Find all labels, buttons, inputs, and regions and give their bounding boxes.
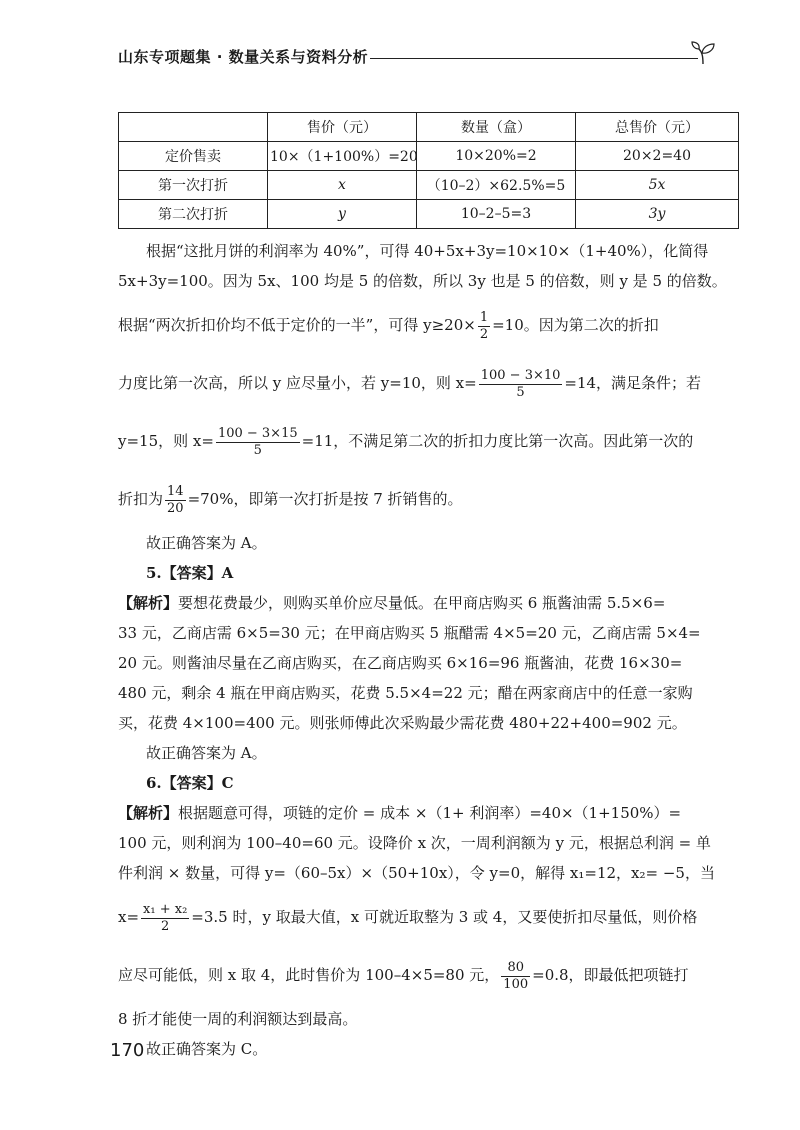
header-rule — [370, 58, 698, 59]
q4-line-3-text: 根据“两次折扣价均不低于定价的一半”，可得 y≥20× — [118, 316, 476, 334]
q5-answer-label: 5.【答案】A — [146, 564, 234, 582]
fraction-numerator: 100 − 3×15 — [217, 425, 298, 441]
fraction — [479, 368, 563, 401]
fraction-denominator: 20 — [167, 500, 184, 516]
solution-content — [118, 236, 727, 1064]
q5-line-1 — [118, 588, 722, 618]
q4-line-1: 根据“这批月饼的利润率为 40%”，可得 40+5x+3y=10×10×（1+40%），化简得 — [146, 242, 709, 260]
table-cell: 10–2–5=3 — [417, 200, 576, 229]
q6-line-1-text: 根据题意可得，项链的定价 = 成本 ×（1+ 利润率）=40×（1+150%）= — [178, 804, 682, 822]
q6-answer: 故正确答案为 C。 — [146, 1040, 268, 1058]
table-header-cell: 数量（盒） — [417, 113, 576, 142]
table-cell: 3y — [576, 200, 739, 229]
fraction-denominator: 5 — [516, 384, 525, 400]
table-header-row — [119, 113, 739, 142]
q6-line-4-text-b: =3.5 时，y 取最大值，x 可就近取整为 3 或 4，又要使折扣尽量低，则价格 — [191, 908, 698, 926]
table-row — [119, 200, 739, 229]
fraction — [501, 960, 530, 993]
q6-line-5-text: 应尽可能低，则 x 取 4，此时售价为 100–4×5=80 元， — [118, 966, 500, 984]
fraction-numerator: 80 — [501, 960, 530, 977]
q4-line-6-text: 折扣为 — [118, 490, 164, 508]
q6-answer-label: 6.【答案】C — [146, 774, 234, 792]
q4-line-5-text: y=15，则 x= — [118, 432, 214, 450]
q4-line-3 — [118, 296, 722, 354]
header-title: 山东专项题集 · 数量关系与资料分析 — [118, 48, 369, 66]
sales-table — [118, 112, 739, 229]
page-header — [118, 40, 718, 70]
q4-line-3-text-b: =10。因为第二次的折扣 — [492, 316, 659, 334]
q4-line-4-text-b: =14，满足条件；若 — [564, 374, 702, 392]
fraction — [165, 484, 186, 517]
q6-line-1 — [118, 798, 722, 828]
table-header-cell: 总售价（元） — [576, 113, 739, 142]
fraction-numerator: x₁ + x₂ — [143, 901, 188, 917]
q4-line-2: 5x+3y=100。因为 5x、100 均是 5 的倍数，所以 3y 也是 5 的倍数，则 y 是 5 的倍数。 — [118, 272, 727, 290]
table-header-cell: 售价（元） — [268, 113, 417, 142]
fraction — [141, 902, 189, 935]
table-cell: y — [268, 200, 417, 229]
q6-line-5 — [118, 946, 722, 1004]
q6-line-6: 8 折才能使一周的利润额达到最高。 — [118, 1010, 358, 1028]
analysis-label: 【解析】 — [118, 804, 179, 822]
q6-line-3: 件利润 × 数量，可得 y=（60–5x）×（50+10x），令 y=0，解得 x₁=12，x₂= −5，当 — [118, 864, 715, 882]
table-cell: 20×2=40 — [576, 142, 739, 171]
q6-line-2: 100 元，则利润为 100–40=60 元。设降价 x 次，一周利润额为 y 元，根据总利润 = 单 — [118, 834, 711, 852]
q5-line-3: 20 元。则酱油尽量在乙商店购买，在乙商店购买 6×16=96 瓶酱油，花费 16×30= — [118, 654, 683, 672]
fraction-denominator: 2 — [479, 326, 489, 342]
q5-line-1-text: 要想花费最少，则购买单价应尽量低。在甲商店购买 6 瓶酱油需 5.5×6= — [178, 594, 666, 612]
fraction-numerator: 1 — [479, 309, 489, 325]
fraction-denominator: 100 — [503, 976, 529, 992]
page-number: 170 — [110, 1040, 145, 1061]
analysis-label: 【解析】 — [118, 594, 179, 612]
q5-line-5: 买，花费 4×100=400 元。则张师傅此次采购最少需花费 480+22+400=902 元。 — [118, 714, 687, 732]
q4-answer: 故正确答案为 A。 — [146, 534, 267, 552]
fraction-numerator: 100 − 3×10 — [480, 367, 561, 383]
q4-line-4 — [118, 354, 722, 412]
table-cell: 10×（1+100%）=20 — [268, 142, 417, 171]
table-cell: 5x — [576, 171, 739, 200]
q4-line-5 — [118, 412, 722, 470]
q4-line-5-text-b: =11，不满足第二次的折扣力度比第一次高。因此第一次的 — [301, 432, 694, 450]
q5-line-4: 480 元，剩余 4 瓶在甲商店购买，花费 5.5×4=22 元；醋在两家商店中的任意一家购 — [118, 684, 693, 702]
table-cell: 第一次打折 — [119, 171, 268, 200]
table-cell: 第二次打折 — [119, 200, 268, 229]
table-cell: （10–2）×62.5%=5 — [417, 171, 576, 200]
q4-line-6 — [118, 470, 722, 528]
table-cell: 定价售卖 — [119, 142, 268, 171]
table-cell: x — [268, 171, 417, 200]
q4-line-4-text: 力度比第一次高，所以 y 应尽量小，若 y=10，则 x= — [118, 374, 477, 392]
table-row — [119, 171, 739, 200]
table-row — [119, 142, 739, 171]
q5-line-2: 33 元，乙商店需 6×5=30 元；在甲商店购买 5 瓶醋需 4×5=20 元，乙商店需 5×4= — [118, 624, 701, 642]
sprout-icon — [690, 40, 716, 66]
q4-line-6-text-b: =70%，即第一次打折是按 7 折销售的。 — [187, 490, 463, 508]
fraction-numerator: 14 — [167, 483, 184, 499]
fraction-denominator: 5 — [253, 442, 262, 458]
fraction — [478, 310, 490, 343]
table-header-cell — [119, 113, 268, 142]
q6-line-5-text-b: =0.8，即最低把项链打 — [532, 966, 689, 984]
q5-answer: 故正确答案为 A。 — [146, 744, 267, 762]
q6-line-4 — [118, 888, 722, 946]
q6-line-4-text: x= — [118, 908, 140, 926]
table-cell: 10×20%=2 — [417, 142, 576, 171]
fraction — [216, 426, 300, 459]
fraction-denominator: 2 — [161, 918, 170, 934]
